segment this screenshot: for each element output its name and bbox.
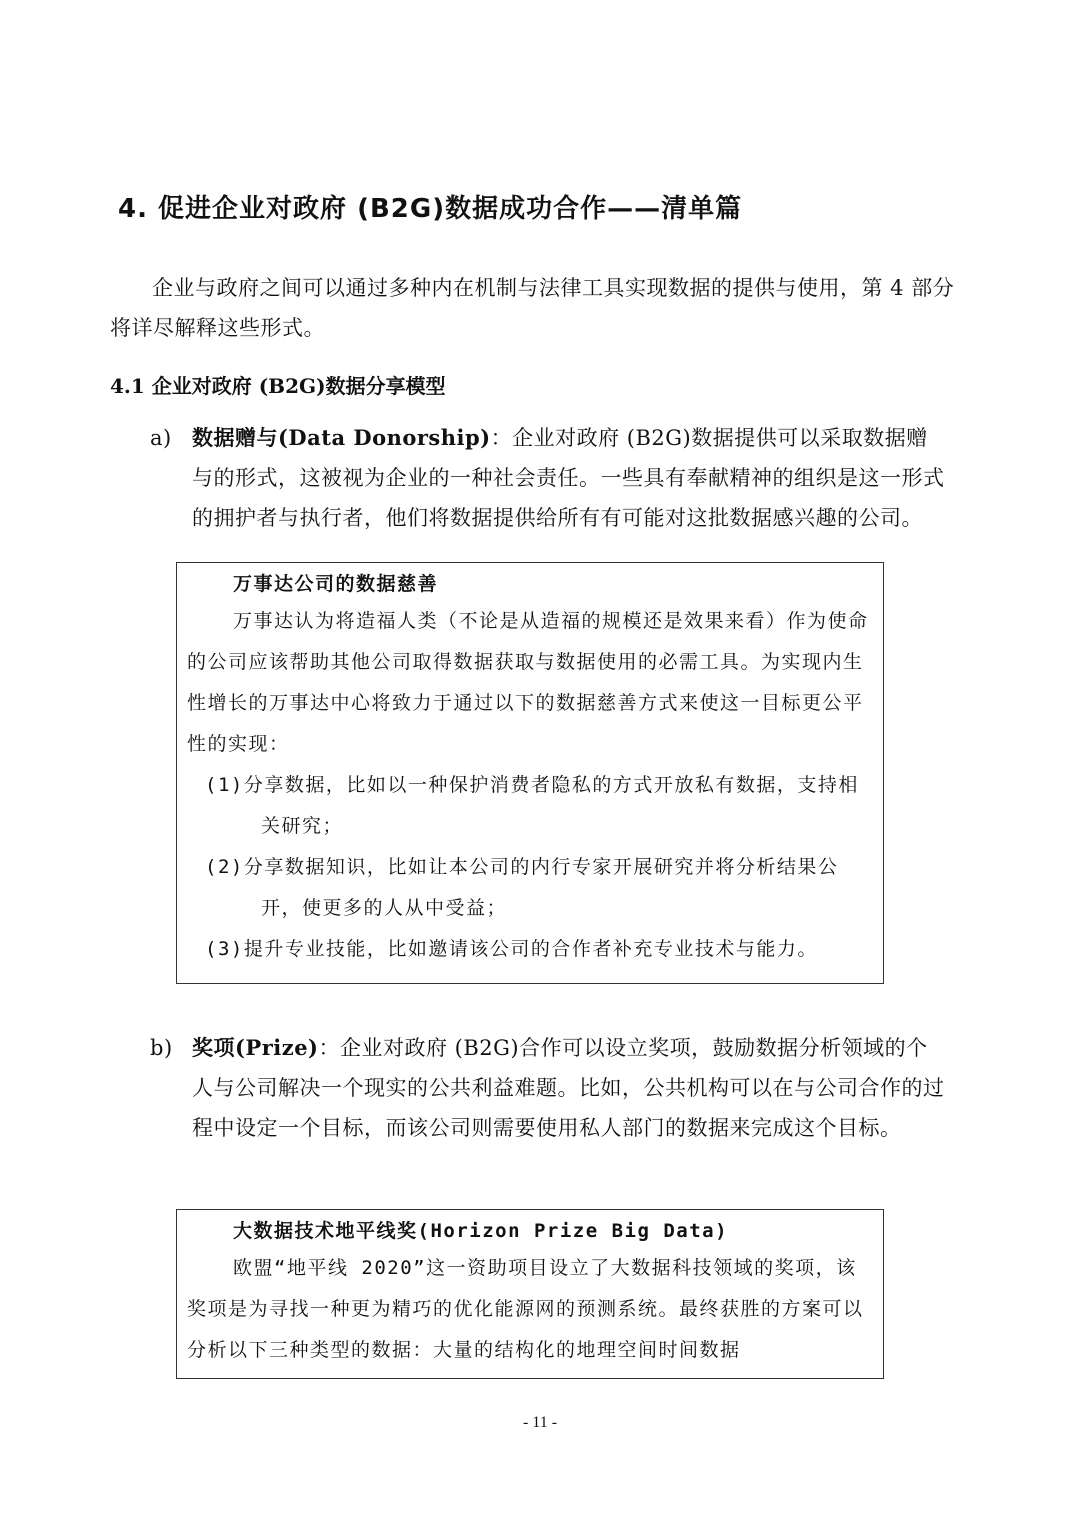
list-number: (3): [205, 938, 244, 960]
case-box-mastercard: [176, 562, 884, 984]
case-box-horizon-prize: [176, 1209, 884, 1379]
list-text: 分享数据知识，比如让本公司的内行专家开展研究并将分析结果公开，使更多的人从中受益；: [243, 856, 839, 919]
list-text: 分享数据，比如以一种保护消费者隐私的方式开放私有数据，支持相关研究；: [243, 774, 859, 837]
intro-paragraph: 企业与政府之间可以通过多种内在机制与法律工具实现数据的提供与使用，第 4 部分将详尽解释这些形式。: [110, 276, 955, 340]
list-marker: a): [150, 426, 172, 450]
list-number: (1): [205, 774, 244, 796]
list-item-text: ：企业对政府 (B2G)数据提供可以采取数据赠与的形式，这被视为企业的一种社会责任。一些具有奉献精神的组织是这一形式的拥护者与执行者，他们将数据提供给所有有可能对这批数据感兴趣的公司。: [192, 426, 945, 530]
case-box-text: 万事达认为将造福人类（不论是从造福的规模还是效果来看）作为使命的公司应该帮助其他公司取得数据获取与数据使用的必需工具。为实现内生性增长的万事达中心将致力于通过以下的数据慈善方式来使这一目标更公平性的实现：: [187, 610, 869, 755]
subsection-title: 4.1 企业对政府 (B2G)数据分享模型: [110, 374, 446, 398]
case-box-list-item: [187, 847, 877, 929]
page-number: - 11 -: [522, 1414, 558, 1431]
list-item-term: 数据赠与(Data Donorship): [192, 425, 491, 450]
list-item-body: [192, 418, 947, 538]
list-marker: b): [150, 1036, 173, 1060]
list-item-text: ：企业对政府 (B2G)合作可以设立奖项，鼓励数据分析领域的个人与公司解决一个现实的公共利益难题。比如，公共机构可以在与公司合作的过程中设定一个目标，而该公司则需要使用私人部门的数据来完成这个目标。: [192, 1036, 945, 1140]
list-item-body: [192, 1028, 947, 1148]
case-box-title: 大数据技术地平线奖(Horizon Prize Big Data): [233, 1220, 729, 1242]
case-box-list-item: [187, 765, 877, 847]
case-box-list-item: [187, 929, 877, 970]
list-text: 提升专业技能，比如邀请该公司的合作者补充专业技术与能力。: [243, 938, 818, 960]
list-number: (2): [205, 856, 244, 878]
case-box-text: 欧盟“地平线 2020”这一资助项目设立了大数据科技领域的奖项，该奖项是为寻找一种更为精巧的优化能源网的预测系统。最终获胜的方案可以分析以下三种类型的数据：大量的结构化的地理空间时间数据: [187, 1257, 864, 1361]
case-box-title: 万事达公司的数据慈善: [233, 573, 439, 595]
list-item-term: 奖项(Prize): [192, 1035, 319, 1060]
case-box-list: [187, 765, 877, 970]
section-title: 4. 促进企业对政府 (B2G)数据成功合作——清单篇: [118, 194, 743, 224]
